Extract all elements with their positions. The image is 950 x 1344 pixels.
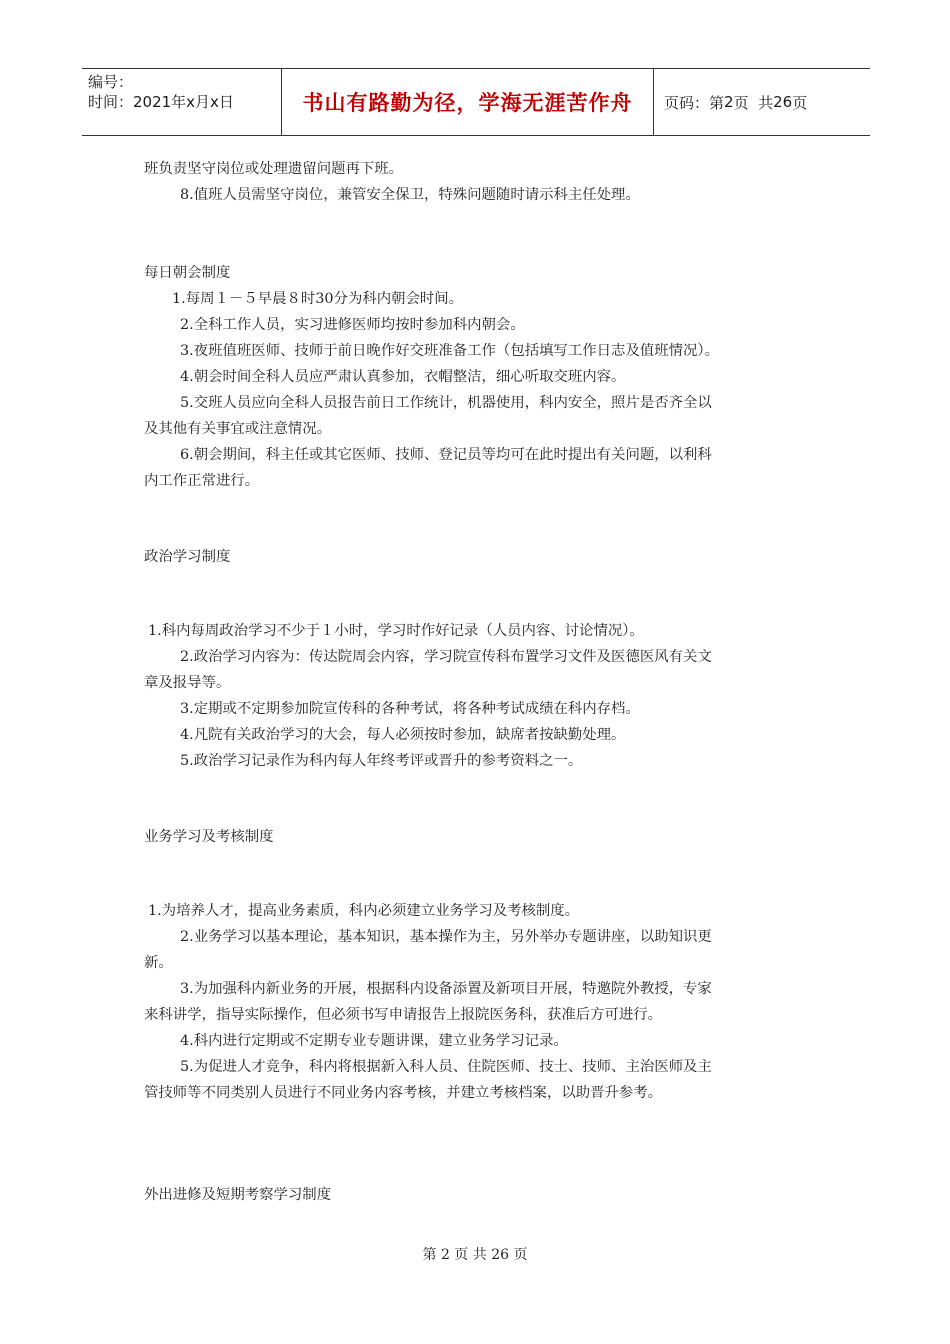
list-item-continuation: 管技师等不同类别人员进行不同业务内容考核，并建立考核档案，以助晋升参考。 [144,1085,663,1101]
list-item-continuation: 来科讲学，指导实际操作，但必须书写申请报告上报院医务科，获准后方可进行。 [144,1007,663,1023]
list-item: 5.为促进人才竞争，科内将根据新入科人员、住院医师、技士、技师、主治医师及主 [180,1059,712,1075]
list-item: 5.交班人员应向全科人员报告前日工作统计，机器使用，科内安全，照片是否齐全以 [180,395,712,411]
section-title-external-study: 外出进修及短期考察学习制度 [144,1187,332,1203]
list-item: 4.凡院有关政治学习的大会，每人必须按时参加，缺席者按缺勤处理。 [180,727,626,743]
paragraph-item-8: 8.值班人员需坚守岗位，兼管安全保卫，特殊问题随时请示科主任处理。 [180,187,640,203]
list-item-continuation: 及其他有关事宜或注意情况。 [144,421,332,437]
footer-page-suffix: 页 [509,1247,528,1263]
document-number-label: 编号： [88,73,134,91]
list-item: 5.政治学习记录作为科内每人年终考评或晋升的参考资料之一。 [180,753,583,769]
page-footer [0,1244,950,1264]
list-item-continuation: 新。 [144,955,173,971]
header-page-total: 26 [773,93,793,111]
section-title-business-study: 业务学习及考核制度 [144,829,274,845]
list-item: 1.科内每周政治学习不少于１小时，学习时作好记录（人员内容、讨论情况）。 [148,623,644,639]
footer-page-prefix: 第 [422,1247,441,1263]
header-meta [82,69,282,135]
list-item: 1.每周１－５早晨８时30分为科内朝会时间。 [172,291,464,307]
section-title-political-study: 政治学习制度 [144,549,231,565]
footer-page-mid: 页 共 [449,1247,492,1263]
list-item: 3.夜班值班医师、技师于前日晚作好交班准备工作（包括填写工作日志及值班情况）。 [180,343,719,359]
document-time-label: 时间：2021年x月x日 [88,93,234,111]
list-item: 1.为培养人才，提高业务素质，科内必须建立业务学习及考核制度。 [148,903,580,919]
list-item-continuation: 章及报导等。 [144,675,231,691]
list-item: 6.朝会期间，科主任或其它医师、技师、登记员等均可在此时提出有关问题，以利科 [180,447,712,463]
list-item: 2.业务学习以基本理论，基本知识，基本操作为主，另外举办专题讲座，以助知识更 [180,929,712,945]
footer-page-number: 2 [440,1247,450,1263]
list-item: 4.朝会时间全科人员应严肃认真参加，衣帽整洁，细心听取交班内容。 [180,369,626,385]
document-body [144,156,814,1208]
list-item-continuation: 内工作正常进行。 [144,473,260,489]
header-page-suffix: 页 [792,93,808,112]
footer-page-total: 26 [491,1247,510,1263]
page-header [82,68,870,136]
list-item: 4.科内进行定期或不定期专业专题讲课，建立业务学习记录。 [180,1033,568,1049]
header-page-mid: 页 共 [733,93,774,112]
section-title-morning-meeting: 每日朝会制度 [144,265,231,281]
list-item: 3.为加强科内新业务的开展，根据科内设备添置及新项目开展，特邀院外教授，专家 [180,981,712,997]
list-item: 2.政治学习内容为：传达院周会内容，学习院宣传科布置学习文件及医德医风有关文 [180,649,712,665]
paragraph-continuation: 班负责坚守岗位或处理遗留问题再下班。 [144,161,404,177]
list-item: 2.全科工作人员，实习进修医师均按时参加科内朝会。 [180,317,525,333]
header-motto: 书山有路勤为径，学海无涯苦作舟 [282,69,654,135]
header-page-number: 2 [724,93,734,111]
list-item: 3.定期或不定期参加院宣传科的各种考试，将各种考试成绩在科内存档。 [180,701,640,717]
header-page-prefix: 页码：第 [664,93,725,112]
header-page-info [654,69,870,135]
